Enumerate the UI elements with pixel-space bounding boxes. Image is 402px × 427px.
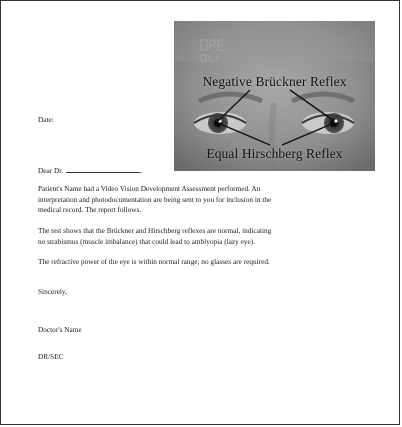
paragraph-2-line: The test shows that the Brückner and Hirschberg reflexes are normal, indicating — [38, 226, 272, 235]
paragraph-1-line: medical record. The report follows. — [38, 205, 142, 215]
signature-name: Doctor's Name — [38, 325, 82, 334]
salutation-line — [38, 166, 142, 177]
paragraph-2 — [38, 226, 271, 247]
initials: DR/SEC — [38, 352, 64, 361]
paragraph-1 — [38, 184, 271, 216]
closing: Sincerely, — [38, 287, 67, 296]
paragraph-3: The refractive power of the eye is within normal range; no glasses are required. — [38, 257, 270, 266]
paragraph-2-line: no strabismus (muscle imbalance) that could lead to amblyopia (lazy eye). — [38, 236, 256, 246]
paragraph-1-line: Patient's Name had a Video Vision Development Assessment performed. An — [38, 184, 261, 193]
salutation-comma: , — [140, 166, 142, 175]
eye-photo — [174, 21, 375, 171]
negative-bruckner-label: Negative Brückner Reflex — [202, 74, 347, 89]
doctor-name-blank — [66, 166, 140, 173]
equal-hirschberg-label: Equal Hirschberg Reflex — [206, 146, 343, 161]
paragraph-1-line: interpretation and photodocumentation are being sent to you for inclusion in the — [38, 194, 272, 204]
date-label: Date: — [38, 115, 54, 124]
salutation-text: Dear Dr. — [38, 166, 64, 175]
